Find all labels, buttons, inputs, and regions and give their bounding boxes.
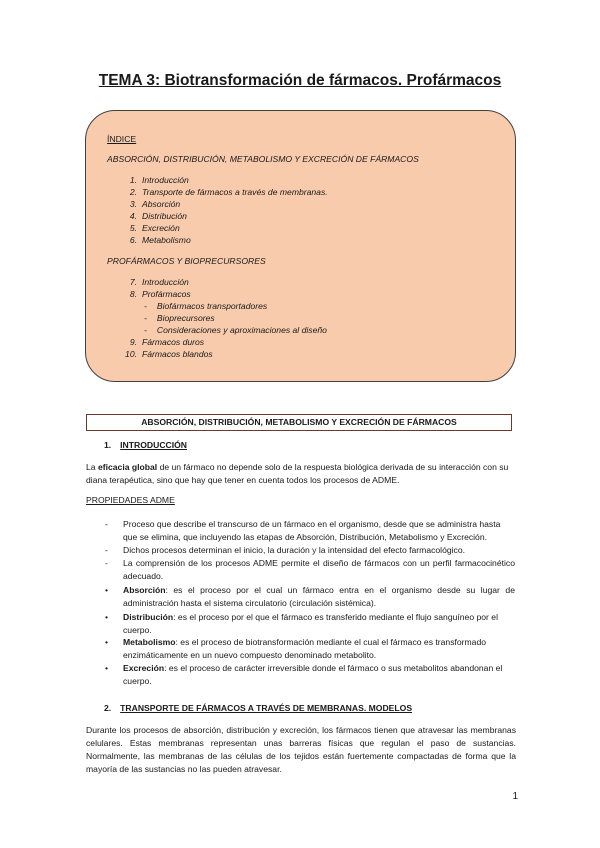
index-item: 3. Absorción bbox=[129, 199, 181, 209]
index-section1-title: ABSORCIÓN, DISTRIBUCIÓN, METABOLISMO Y EXCRECIÓN DE FÁRMACOS bbox=[107, 154, 419, 164]
adme-list-item: • Distribución: es el proceso por el que el fármaco es transferido mediante el flujo sanguíneo por el cuerpo. bbox=[105, 612, 498, 635]
section-1-heading: 1. INTRODUCCIÓN bbox=[104, 440, 188, 450]
section-2-heading: 2. TRANSPORTE DE FÁRMACOS A TRAVÉS DE MEMBRANAS. MODELOS bbox=[104, 703, 413, 713]
adme-heading: PROPIEDADES ADME bbox=[86, 495, 175, 505]
index-section2-title: PROFÁRMACOS Y BIOPRECURSORES bbox=[107, 256, 266, 266]
index-item: 4. Distribución bbox=[129, 211, 187, 221]
index-item: 5. Excreción bbox=[129, 223, 180, 233]
page-number: 1 bbox=[512, 791, 518, 802]
index-item: 2. Transporte de fármacos a través de membranas. bbox=[129, 187, 328, 197]
index-box bbox=[85, 110, 516, 382]
adme-list-item: - Proceso que describe el transcurso de un fármaco en el organismo, desde que se administra hasta que se elimina, que incluyendo las etapas de Absorción, Distribución, Metabolismo y Excreción. bbox=[105, 519, 501, 542]
index-subitem: - Bioprecursores bbox=[144, 313, 215, 323]
adme-list-item: • Metabolismo: es el proceso de biotransformación mediante el cual el fármaco es transformado enzimáticamente en un nuevo compuesto denominado metabolito. bbox=[105, 637, 487, 660]
adme-list-item: - La comprensión de los procesos ADME permite el diseño de fármacos con un perfil farmacocinético adecuado. bbox=[105, 558, 515, 581]
index-item: 8. Profármacos bbox=[129, 289, 191, 299]
adme-list-item: • Absorción: es el proceso por el cual un fármaco entra en el organismo desde su lugar de administración hasta el sistema circulatorio (circulación sistémica). bbox=[105, 585, 515, 608]
index-item: 6. Metabolismo bbox=[129, 235, 191, 245]
index-heading: ÍNDICE bbox=[107, 134, 137, 144]
section-header-box: ABSORCIÓN, DISTRIBUCIÓN, METABOLISMO Y EXCRECIÓN DE FÁRMACOS bbox=[86, 414, 512, 431]
index-item: 9. Fármacos duros bbox=[129, 337, 205, 347]
index-subitem: - Consideraciones y aproximaciones al diseño bbox=[144, 325, 327, 335]
document-title: TEMA 3: Biotransformación de fármacos. Profármacos bbox=[98, 72, 502, 89]
index-item: 7. Introducción bbox=[129, 277, 189, 287]
adme-list-item: - Dichos procesos determinan el inicio, la duración y la intensidad del efecto farmacológico. bbox=[105, 545, 466, 555]
intro-paragraph: La eficacia global de un fármaco no depende solo de la respuesta biológica derivada de su interacción con su diana terapéutica, sino que hay que tener en cuenta todos los procesos de ADME. bbox=[86, 462, 509, 485]
transport-paragraph: Durante los procesos de absorción, distribución y excreción, los fármacos tienen que atravesar las membranas celulares. Estas membranas representan unas barreras físicas que regulan el paso de sustancias. Normalmente, las membranas de las células de los tejidos están fuertemente compactadas de forma que la mayoría de las sustancias no las pueden atravesar. bbox=[86, 725, 516, 774]
index-subitem: - Biofármacos transportadores bbox=[144, 301, 268, 311]
index-item: 10. Fármacos blandos bbox=[125, 349, 213, 359]
adme-list-item: • Excreción: es el proceso de carácter irreversible donde el fármaco o sus metabolitos abandonan el cuerpo. bbox=[105, 663, 503, 686]
index-item: 1. Introducción bbox=[129, 175, 189, 185]
